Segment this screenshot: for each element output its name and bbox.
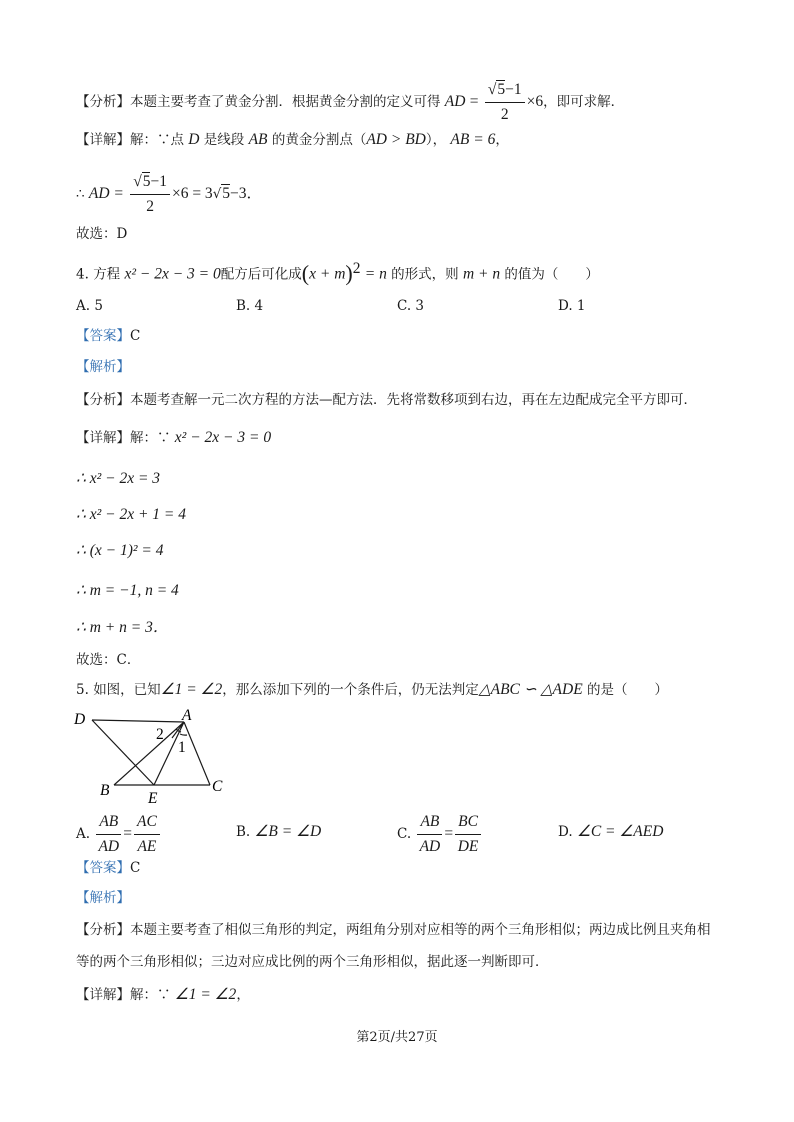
q4-choice: 故选：C． <box>76 652 141 668</box>
detail-tag: 【详解】 <box>76 132 130 148</box>
q4-step-2: ∴ x² − 2x + 1 = 4 <box>76 506 187 523</box>
q5-answer: 【答案】C <box>76 860 141 876</box>
q4-detail: 【详解】解：∵ x² − 2x − 3 = 0 <box>76 429 272 446</box>
label-angle-2: 2 <box>156 726 164 743</box>
triangle-figure <box>70 708 240 808</box>
choice-line: 故选：D <box>76 226 128 242</box>
q5-jiexi-tag: 【解析】 <box>76 890 130 906</box>
q4-analysis: 【分析】本题考查解一元二次方程的方法—配方法．先将常数移项到右边，再在左边配成完全平方即可． <box>76 392 697 408</box>
q4-answer: 【答案】C <box>76 328 141 344</box>
answer-tag: 【答案】 <box>76 328 130 344</box>
q4-option-b: B. 4 <box>236 298 264 314</box>
label-d: D <box>74 711 86 728</box>
q5-option-d: D. ∠C = ∠AED <box>558 823 664 840</box>
q4-step-5: ∴ m + n = 3． <box>76 619 169 636</box>
q5-analysis-line2: 等的两个三角形相似；三边对应成比例的两个三角形相似，据此逐一判断即可． <box>76 954 549 970</box>
label-a: A <box>182 708 192 724</box>
analysis-tag: 【分析】 <box>76 94 130 110</box>
q4-step-4: ∴ m = −1, n = 4 <box>76 582 179 599</box>
question-5: 5. 如图，已知∠1 = ∠2，那么添加下列的一个条件后，仍无法判定△ABC ∽ △ADE 的是（ ） <box>76 681 668 698</box>
q4-step-1: ∴ x² − 2x = 3 <box>76 470 161 487</box>
q4-step-3: ∴ (x − 1)² = 4 <box>76 542 164 559</box>
golden-fraction: $\frac{√5-1}{2}$ <box>485 80 525 125</box>
detail-golden-ratio: 【详解】解：∵点 D 是线段 AB 的黄金分割点（AD > BD）， AB = 6， <box>76 131 509 148</box>
label-c: C <box>212 778 223 795</box>
label-e: E <box>148 790 158 807</box>
q5-option-a: A. $\frac{AB}{AD}$ = $\frac{AC}{AE}$ <box>76 812 162 857</box>
ad-computation: ∴ AD = $\frac{√5-1}{2}$ ×6 = 3√5−3． <box>76 173 263 215</box>
q4-option-a: A. 5 <box>76 298 103 314</box>
analysis-golden-ratio: 【分析】本题主要考查了黄金分割．根据黄金分割的定义可得 AD = $\frac{√5-1}{2}$ ×6，即可求解． <box>76 81 625 123</box>
label-b: B <box>100 782 110 799</box>
q4-option-d: D. 1 <box>558 298 586 314</box>
q5-detail: 【详解】解：∵ ∠1 = ∠2， <box>76 986 250 1003</box>
q5-option-b: B. ∠B = ∠D <box>236 823 322 840</box>
page-footer: 第2页/共27页 <box>356 1030 438 1045</box>
q5-option-c: C. $\frac{AB}{AD}$ = $\frac{BC}{DE}$ <box>397 812 483 857</box>
label-angle-1: 1 <box>178 739 186 756</box>
q4-option-c: C. 3 <box>397 298 425 314</box>
q4-jiexi-tag: 【解析】 <box>76 359 130 375</box>
question-4: 4. 方程 x² − 2x − 3 = 0配方后可化成$(x + m)^2 = n$ 的形式，则 m + n 的值为（ ） <box>76 260 599 286</box>
q5-analysis-line1: 【分析】本题主要考查了相似三角形的判定，两组角分别对应相等的两个三角形相似；两边成比例且夹角相 <box>76 922 711 938</box>
